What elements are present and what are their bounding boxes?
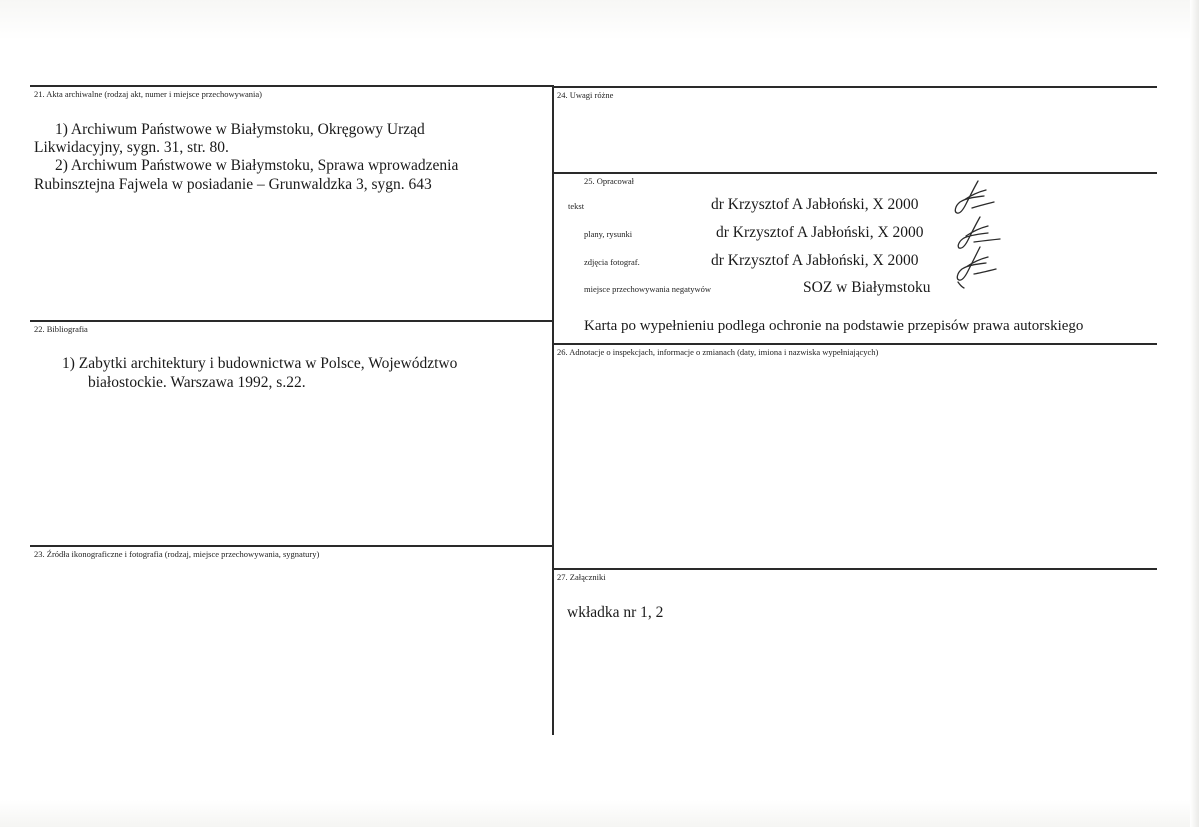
section-21-label: 21. Akta archiwalne (rodzaj akt, numer i miejsce przechowywania) — [34, 89, 262, 99]
signature-icon — [950, 244, 1002, 290]
section-26-label: 26. Adnotacje o inspekcjach, informacje o zmianach (daty, imiona i nazwiska wypełniających) — [557, 347, 879, 357]
rule-left-23 — [30, 545, 553, 547]
author-row-photos-label: zdjęcia fotograf. — [584, 257, 640, 267]
author-row-text-value: dr Krzysztof A Jabłoński, X 2000 — [711, 196, 919, 213]
rule-top-right — [553, 86, 1157, 88]
author-row-photos-value: dr Krzysztof A Jabłoński, X 2000 — [711, 252, 919, 269]
author-row-text-label: tekst — [568, 201, 585, 211]
section-23-label: 23. Źródła ikonograficzne i fotografia (rodzaj, miejsce przechowywania, sygnatury) — [34, 549, 320, 559]
author-row-plans-label: plany, rysunki — [584, 229, 633, 239]
rule-right-26 — [553, 343, 1157, 345]
section-24-label: 24. Uwagi różne — [557, 90, 614, 100]
copyright-note: Karta po wypełnieniu podlega ochronie na podstawie przepisów prawa autorskiego — [584, 318, 1084, 334]
rule-center-vertical — [552, 85, 554, 735]
rule-right-27 — [553, 568, 1157, 570]
attachments-value: wkładka nr 1, 2 — [567, 604, 664, 621]
section-22-label: 22. Bibliografia — [34, 324, 88, 334]
rule-top-left — [30, 85, 553, 87]
section-25-label: 25. Opracował — [584, 176, 635, 186]
signature-icon — [948, 178, 1000, 218]
rule-left-22 — [30, 320, 553, 322]
section-21-line-1: 1) Archiwum Państwowe w Białymstoku, Okręgowy Urząd — [55, 121, 425, 138]
section-21-line-2: Likwidacyjny, sygn. 31, str. 80. — [34, 139, 229, 156]
rule-right-25 — [553, 172, 1157, 174]
section-27-label: 27. Załączniki — [557, 572, 606, 582]
section-22-line-2: białostockie. Warszawa 1992, s.22. — [88, 374, 306, 391]
section-21-line-3: 2) Archiwum Państwowe w Białymstoku, Sprawa wprowadzenia — [55, 157, 459, 174]
paper-edge — [1190, 0, 1199, 827]
author-row-plans-value: dr Krzysztof A Jabłoński, X 2000 — [716, 224, 924, 241]
negatives-location-label: miejsce przechowywania negatywów — [584, 284, 711, 294]
section-21-line-4: Rubinsztejna Fajwela w posiadanie – Grunwaldzka 3, sygn. 643 — [34, 176, 432, 193]
negatives-location-value: SOZ w Białymstoku — [803, 279, 931, 296]
section-22-line-1: 1) Zabytki architektury i budownictwa w Polsce, Województwo — [62, 355, 458, 372]
